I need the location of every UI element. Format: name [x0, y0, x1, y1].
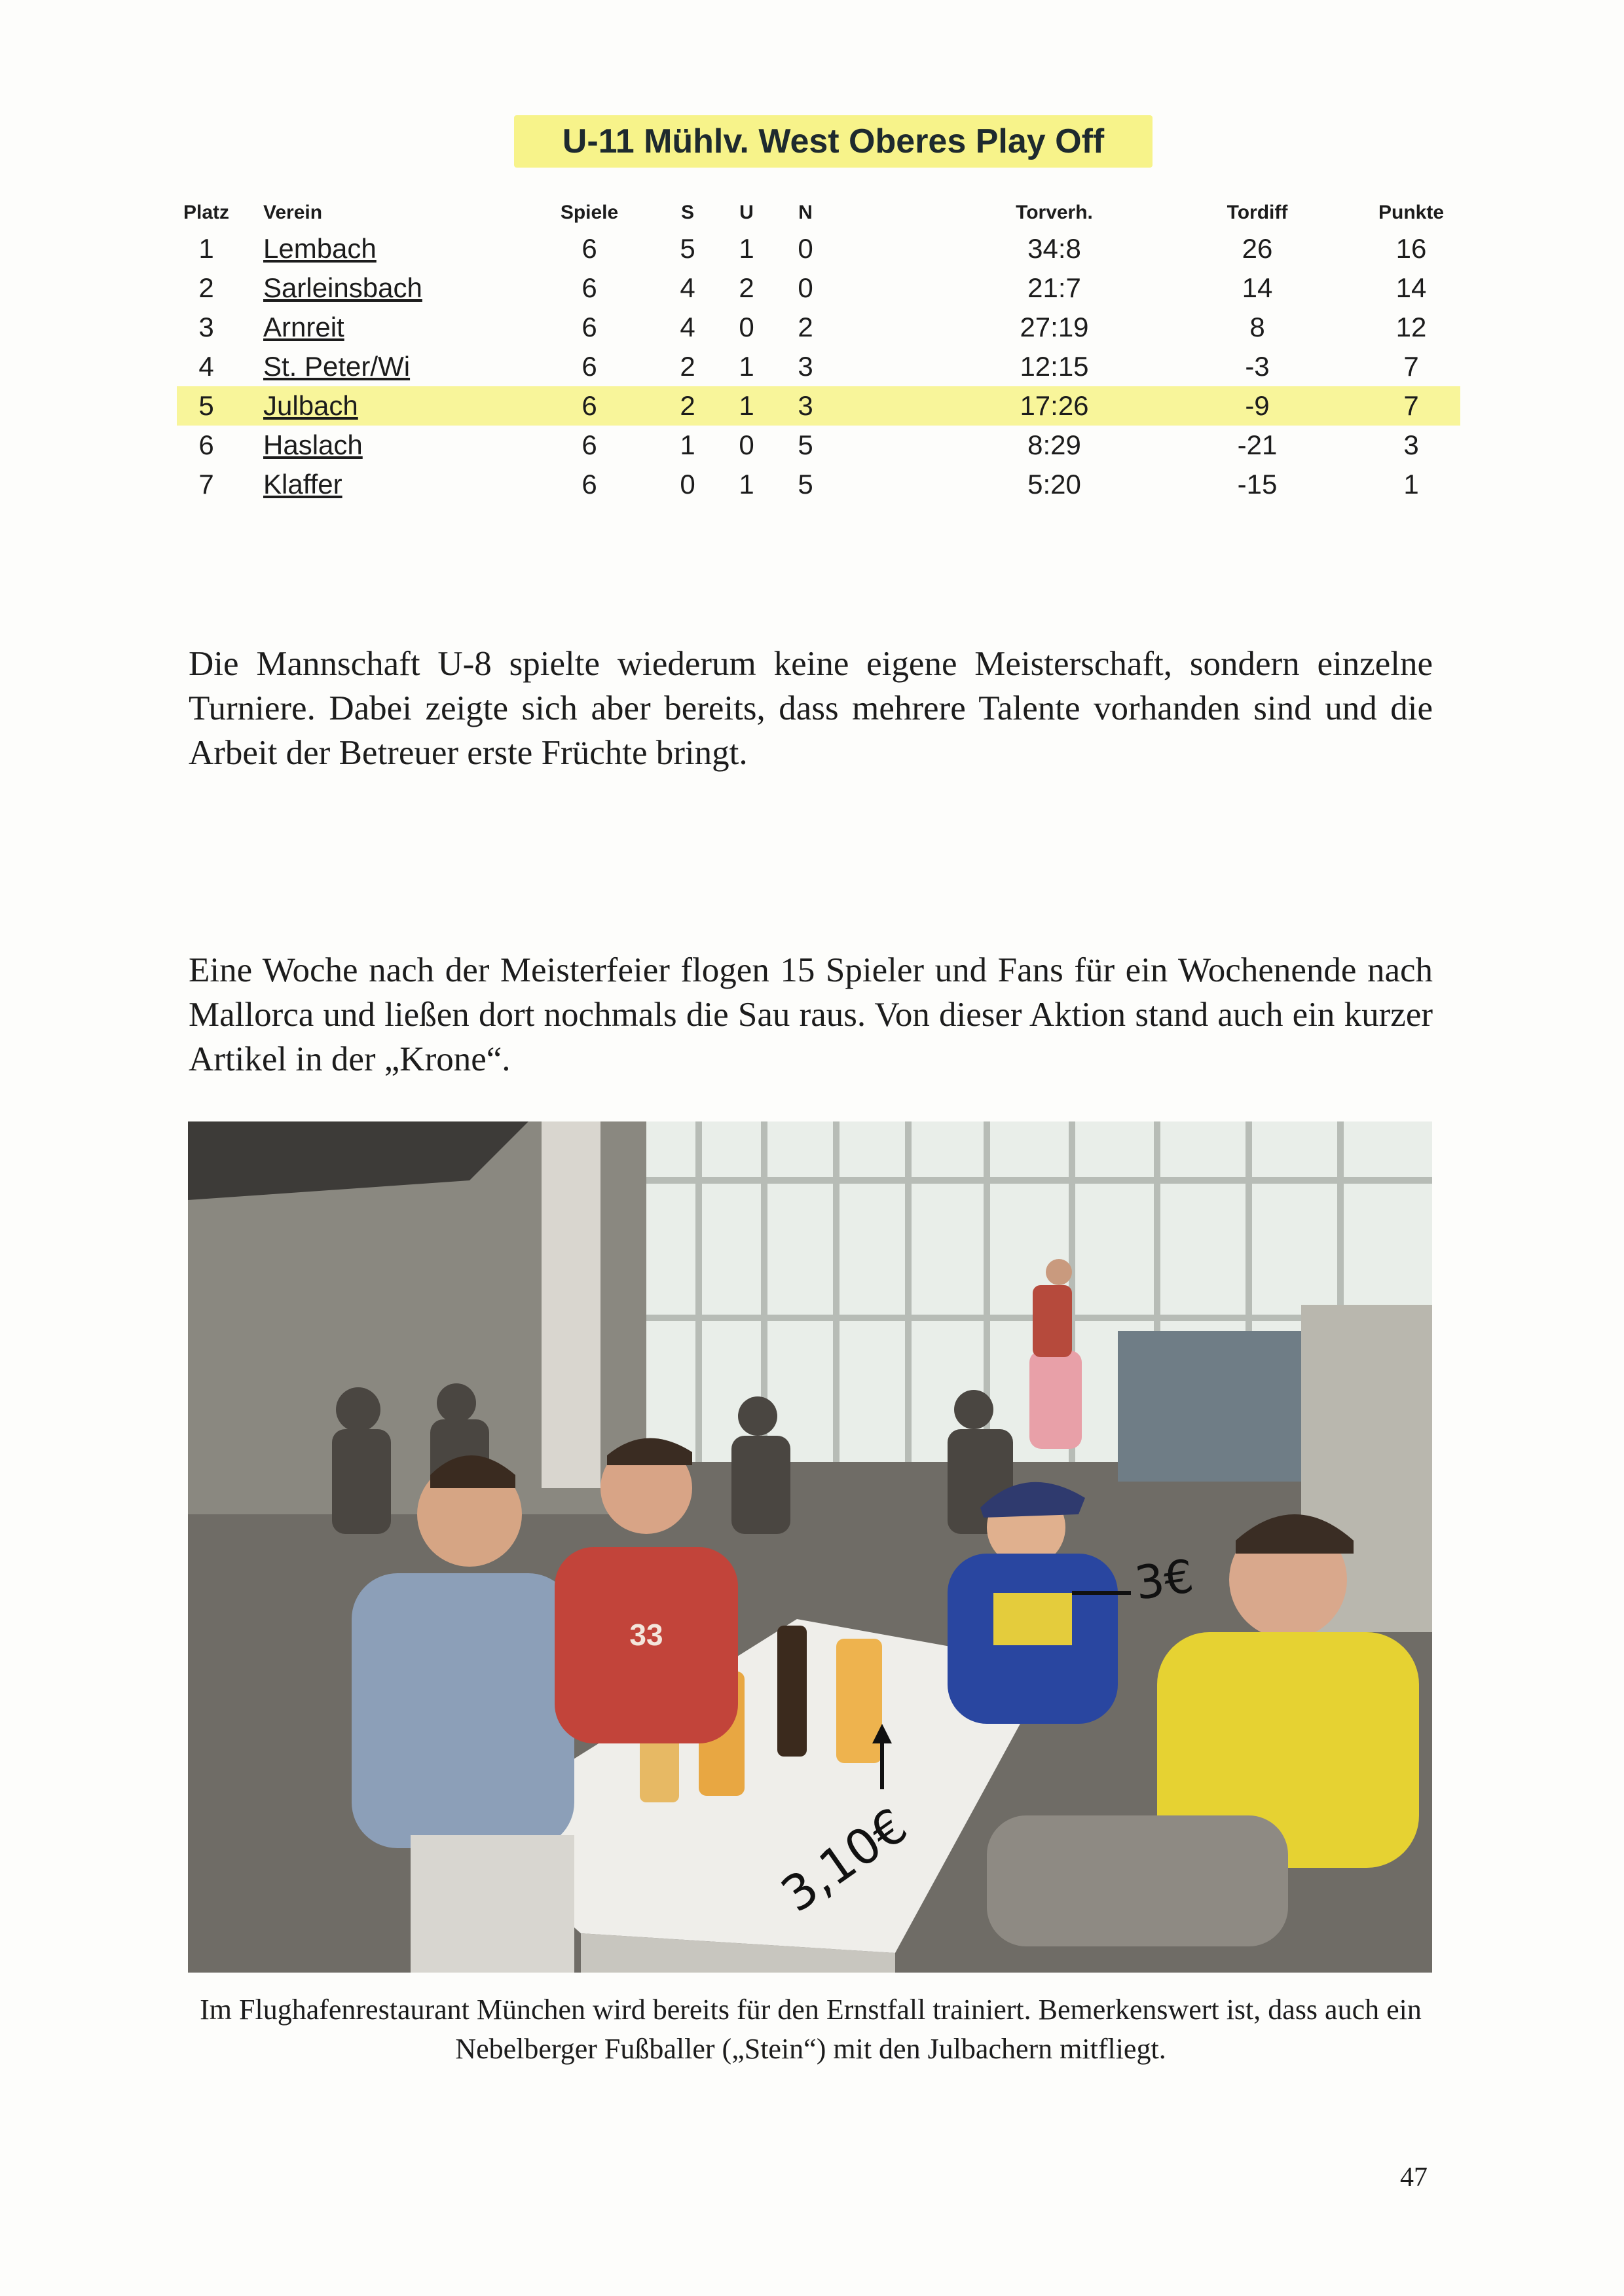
cell-s: 1 — [680, 429, 695, 460]
cell-punkte: 16 — [1395, 233, 1427, 264]
cell-torverh: 5:20 — [1027, 469, 1081, 500]
cell-n: 5 — [798, 469, 813, 500]
cell-spiele: 6 — [581, 351, 597, 382]
cell-torverh: 12:15 — [1020, 351, 1089, 382]
table-row-highlighted — [177, 386, 1460, 426]
table-row — [177, 426, 1460, 465]
cell-punkte: 7 — [1403, 351, 1419, 382]
cell-torverh: 21:7 — [1027, 272, 1081, 303]
cell-punkte: 7 — [1403, 390, 1419, 421]
cell-verein: Arnreit — [263, 312, 344, 342]
cell-tordiff: -21 — [1237, 429, 1278, 460]
cell-spiele: 6 — [581, 233, 597, 264]
cell-s: 2 — [680, 390, 695, 421]
cell-u: 1 — [739, 233, 754, 264]
cell-tordiff: 26 — [1242, 233, 1273, 264]
cell-punkte: 12 — [1395, 312, 1427, 342]
cell-tordiff: -3 — [1245, 351, 1270, 382]
cell-u: 2 — [739, 272, 754, 303]
photo-airport-restaurant — [188, 1121, 1432, 1973]
cell-tordiff: 14 — [1242, 272, 1273, 303]
cell-s: 5 — [680, 233, 695, 264]
cell-spiele: 6 — [581, 312, 597, 342]
cell-punkte: 1 — [1403, 469, 1419, 500]
cell-torverh: 8:29 — [1027, 429, 1081, 460]
cell-platz: 5 — [198, 390, 214, 421]
cell-platz: 3 — [198, 312, 214, 342]
table-row — [177, 229, 1460, 268]
handwritten-price-3-euro: 3€ — [1131, 1549, 1197, 1611]
cell-n: 5 — [798, 429, 813, 460]
cell-n: 2 — [798, 312, 813, 342]
cell-verein: Lembach — [263, 233, 377, 264]
table-row — [177, 465, 1460, 504]
cell-tordiff: -9 — [1245, 390, 1270, 421]
header-n: N — [798, 202, 813, 223]
cell-verein: Haslach — [263, 429, 363, 460]
cell-verein: Julbach — [263, 390, 358, 421]
header-verein: Verein — [263, 202, 323, 223]
standings-table — [177, 196, 1460, 511]
header-torverh: Torverh. — [1016, 202, 1093, 223]
cell-s: 4 — [680, 312, 695, 342]
table-title: U-11 Mühlv. West Oberes Play Off — [514, 115, 1153, 168]
cell-torverh: 17:26 — [1020, 390, 1089, 421]
cell-verein: St. Peter/Wi — [263, 351, 411, 382]
header-tordiff: Tordiff — [1227, 202, 1288, 223]
cell-s: 0 — [680, 469, 695, 500]
header-spiele: Spiele — [560, 202, 619, 223]
cell-u: 0 — [739, 312, 754, 342]
cell-u: 0 — [739, 429, 754, 460]
cell-spiele: 6 — [581, 429, 597, 460]
cell-platz: 1 — [198, 233, 214, 264]
shirt-number: 33 — [629, 1618, 663, 1652]
cell-platz: 6 — [198, 429, 214, 460]
header-punkte: Punkte — [1378, 202, 1445, 223]
header-s: S — [680, 202, 694, 223]
cell-tordiff: -15 — [1237, 469, 1278, 500]
cell-spiele: 6 — [581, 272, 597, 303]
cell-verein: Sarleinsbach — [263, 272, 422, 303]
cell-spiele: 6 — [581, 390, 597, 421]
paragraph-u8-team: Die Mannschaft U-8 spielte wiederum keine eigene Meisterschaft, sondern einzelne Turniere. Dabei zeigte sich aber bereits, dass mehrere Talente vorhanden sind und die Arbeit der Betreuer erste Früchte bringt. — [189, 645, 1433, 772]
handwritten-price-3-10-euro: 3,10€ — [771, 1797, 917, 1923]
cell-torverh: 27:19 — [1020, 312, 1089, 342]
header-u: U — [739, 202, 754, 223]
table-row — [177, 308, 1460, 347]
page-number: 47 — [1400, 2162, 1428, 2193]
header-platz: Platz — [183, 202, 230, 223]
paragraph-mallorca-trip: Eine Woche nach der Meisterfeier flogen 15 Spieler und Fans für ein Wochenende nach Mallorca und ließen dort nochmals die Sau raus. Von dieser Aktion stand auch ein kurzer Artikel in der „Krone“. — [189, 951, 1433, 1078]
cell-platz: 2 — [198, 272, 214, 303]
cell-u: 1 — [739, 390, 754, 421]
cell-tordiff: 8 — [1249, 312, 1265, 342]
table-row — [177, 268, 1460, 308]
cell-n: 3 — [798, 390, 813, 421]
cell-spiele: 6 — [581, 469, 597, 500]
cell-u: 1 — [739, 469, 754, 500]
table-header-row — [177, 196, 1460, 229]
cell-platz: 7 — [198, 469, 214, 500]
cell-n: 0 — [798, 233, 813, 264]
cell-s: 4 — [680, 272, 695, 303]
cell-platz: 4 — [198, 351, 214, 382]
cell-s: 2 — [680, 351, 695, 382]
cell-punkte: 14 — [1395, 272, 1427, 303]
cell-verein: Klaffer — [263, 469, 342, 500]
cell-u: 1 — [739, 351, 754, 382]
cell-torverh: 34:8 — [1027, 233, 1081, 264]
cell-punkte: 3 — [1403, 429, 1419, 460]
table-row — [177, 347, 1460, 386]
photo-caption: Im Flughafenrestaurant München wird bereits für den Ernstfall trainiert. Bemerkenswert ist, dass auch ein Nebelberger Fußballer („Stein“) mit den Julbachern mitfliegt. — [200, 1994, 1422, 2065]
cell-n: 0 — [798, 272, 813, 303]
cell-n: 3 — [798, 351, 813, 382]
